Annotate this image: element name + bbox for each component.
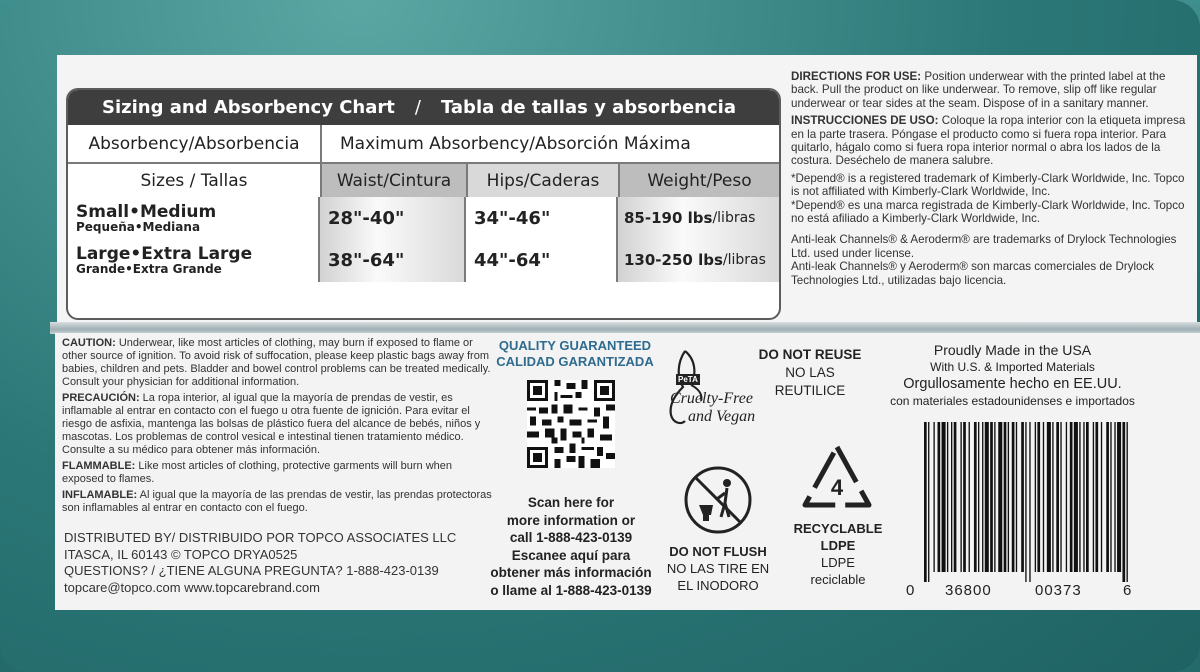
barcode-bar [928, 422, 929, 582]
waist-cell: 28"-40" [328, 207, 405, 229]
barcode-bar [1101, 422, 1102, 572]
distributor-web: topcare@topco.com www.topcarebrand.com [64, 579, 320, 595]
caution-es [62, 392, 492, 457]
barcode-bar [974, 422, 977, 572]
peta-line1: Cruelty-Free [670, 390, 753, 407]
weight-value: 130-250 lbs [624, 251, 723, 269]
flammable-head: FLAMMABLE: [62, 460, 136, 472]
made-line1: Proudly Made in the USA [933, 342, 1092, 358]
chart-title-es: Tabla de tallas y absorbencia [440, 97, 736, 118]
barcode-bar [1043, 422, 1044, 572]
trademark-es: *Depend® es una marca registrada de Kimberly-Clark Worldwide, Inc. Topco no está afiliado a Kimberly-Clark Worldwide, Inc. [791, 198, 1185, 226]
made-line4: con materiales estadounidenses e importados [890, 394, 1135, 408]
barcode-bar [998, 422, 1002, 572]
scan-line: o llame al 1-888-423-0139 [490, 582, 652, 598]
barcode-bar [1056, 422, 1059, 572]
barcode-bar [1052, 422, 1053, 572]
waist-column [320, 197, 466, 282]
weight-unit: /libras [722, 252, 766, 268]
barcode-bar [1074, 422, 1078, 572]
chart-data-rows [68, 197, 779, 282]
barcode-bar [954, 422, 957, 572]
barcode-bar [1093, 422, 1094, 572]
barcode-bar [982, 422, 983, 572]
flush-es1: NO LAS TIRE EN [666, 561, 770, 576]
barcode-bar [960, 422, 961, 572]
directions-es-head: INSTRUCCIONES DE USO: [791, 114, 939, 128]
scan-line: more information or [506, 512, 636, 528]
barcode-bar [1095, 422, 1098, 572]
barcode-bar [1114, 422, 1115, 572]
barcode-bar [1004, 422, 1007, 572]
barcode-bar [1117, 422, 1121, 572]
directions-en-head: DIRECTIONS FOR USE: [791, 70, 922, 83]
barcode-bar [1060, 422, 1061, 572]
barcode-bar [1127, 422, 1128, 582]
barcode-bar [942, 422, 946, 572]
barcode-bar [1066, 422, 1067, 572]
reuse-es: NO LAS REUTILICE [774, 365, 846, 398]
scan-line: call 1-888-423-0139 [509, 530, 633, 545]
peta-line2: and Vegan [688, 408, 756, 425]
scan-line: obtener más información [490, 565, 652, 580]
caution-body: Underwear, like most articles of clothing, may burn if exposed to flame or other source of ignition. To avoid risk of suffocation, please keep plastic bags away from babies, children and pets. Bladder and bowel control problems can be treated medically. Consult your physician for additional information. [62, 337, 491, 388]
directions-es [791, 114, 1186, 168]
trademark2-en: Anti-leak Channels® & Aeroderm® are trademarks of Drylock Technologies Ltd. used under license. [791, 233, 1177, 260]
flammable-en [62, 460, 492, 486]
max-absorbency-label: Maximum Absorbency/Absorción Máxima [340, 133, 691, 154]
hips-header: Hips/Caderas [468, 164, 620, 197]
quality-es: CALIDAD GARANTIZADA [496, 354, 654, 369]
do-not-reuse [755, 346, 865, 400]
inflamable-head: INFLAMABLE: [62, 489, 138, 501]
barcode-bar [994, 422, 995, 572]
barcode-bar [990, 422, 993, 572]
chart-title-separator: / [414, 97, 421, 118]
caution-text [62, 337, 492, 518]
flammable-body: Like most articles of clothing, protective garments will burn when exposed to flames. [62, 460, 453, 485]
size-name: Large•Extra Large [76, 243, 253, 264]
flush-es2: EL INODORO [677, 578, 759, 593]
barcode-bar [1079, 422, 1080, 572]
barcode-bar [1029, 422, 1030, 582]
recycle-icon [797, 443, 877, 515]
directions-es-body: Coloque la ropa interior con la etiqueta impresa en la parte trasera. Póngase el producto como si fuera ropa interior. Para quitarlo, hágalo como si fuera ropa interior normal o abra los lados de la costura. Deséchelo de manera salubre. [791, 114, 1186, 168]
recyclable-ldpe [780, 520, 896, 588]
made-line3: Orgullosamente hecho en EE.UU. [903, 376, 1122, 392]
waist-cell: 38"-64" [328, 249, 405, 271]
qr-code-icon [527, 380, 615, 468]
barcode-bar [1008, 422, 1009, 572]
distributor-line: ITASCA, IL 60143 © TOPCO DRYA0525 [64, 546, 298, 562]
sizing-chart [66, 88, 781, 320]
barcode-bar [1047, 422, 1051, 572]
barcode-bar [1025, 422, 1026, 582]
made-line2: With U.S. & Imported Materials [930, 360, 1095, 374]
barcode-digit-left: 0 [906, 582, 916, 599]
recycle-line3: LDPE [821, 555, 855, 570]
weight-unit: /libras [712, 210, 756, 226]
barcode-digits-group1: 36800 [945, 582, 992, 599]
barcode-bar [938, 422, 941, 572]
made-in-usa [885, 342, 1140, 410]
barcode-bar [1110, 422, 1111, 572]
barcode-bar [1086, 422, 1089, 572]
hips-cell: 44"-64" [474, 249, 551, 271]
directions-en-body: Position underwear with the printed label at the back. Pull the product on like underwear. To remove, slip off like regular underwear or tear sides at the seam. Dispose of in a sanitary manner. [791, 70, 1166, 110]
barcode-icon [922, 422, 1132, 582]
absorbency-label: Absorbency/Absorbencia [68, 125, 322, 162]
no-flush-icon [683, 465, 753, 535]
cruelty-free-text [670, 390, 755, 426]
sizes-column [68, 197, 320, 282]
trademark-en: *Depend® is a registered trademark of Kimberly-Clark Worldwide, Inc. Topco is not affiliated with Kimberly-Clark Worldwide, Inc. [791, 171, 1185, 199]
barcode-bar [1122, 422, 1125, 582]
weight-cell [618, 197, 779, 239]
barcode-bar [924, 422, 927, 582]
caution-en [62, 337, 492, 389]
directions-en [791, 70, 1186, 110]
recycle-number: 4 [830, 475, 844, 500]
barcode-digits-group2: 00373 [1035, 582, 1082, 599]
flush-en: DO NOT FLUSH [669, 544, 767, 559]
precaucion-head: PRECAUCIÓN: [62, 392, 140, 404]
directions-text [791, 70, 1186, 291]
barcode-bar [933, 422, 934, 572]
barcode-bar [1012, 422, 1015, 572]
size-cell [76, 239, 318, 281]
size-name-es: Grande•Extra Grande [76, 261, 222, 276]
chart-title [68, 90, 779, 125]
quality-guaranteed [490, 338, 660, 370]
barcode-bar [947, 422, 948, 572]
recycle-line2: LDPE [820, 538, 856, 553]
scan-line: Scan here for [527, 495, 615, 510]
barcode-bar [1037, 422, 1040, 572]
weight-header: Weight/Peso [620, 164, 779, 197]
barcode-bar [963, 422, 966, 572]
barcode-bar [1070, 422, 1073, 572]
size-cell [76, 197, 318, 239]
peta-badge: PeTA [678, 375, 698, 384]
quality-en: QUALITY GUARANTEED [498, 338, 652, 353]
weight-column [618, 197, 779, 282]
distributor-line: DISTRIBUTED BY/ DISTRIBUIDO POR TOPCO ASSOCIATES LLC [64, 530, 457, 545]
scan-line: Escanee aquí para [511, 547, 631, 563]
do-not-flush [660, 543, 776, 594]
barcode-bar [1016, 422, 1017, 572]
caution-head: CAUTION: [62, 337, 116, 349]
chart-column-headers [68, 164, 779, 197]
barcode-bar [978, 422, 979, 572]
chart-title-en: Sizing and Absorbency Chart [102, 97, 395, 118]
reuse-en: DO NOT REUSE [758, 347, 862, 362]
hips-column [466, 197, 618, 282]
barcode-bar [1035, 422, 1036, 572]
inflamable-body: Al igual que la mayoría de las prendas de vestir, las prendas protectoras son inflamables al entrar en contacto con el fuego. [62, 489, 492, 514]
chart-header-row [68, 125, 779, 164]
waist-header: Waist/Cintura [322, 164, 468, 197]
size-name-es: Pequeña•Mediana [76, 219, 201, 234]
barcode-bar [1021, 422, 1024, 572]
weight-value: 85-190 lbs [624, 209, 713, 227]
barcode-bar [1083, 422, 1084, 572]
distributor-phone: QUESTIONS? / ¿TIENE ALGUNA PREGUNTA? 1-888-423-0139 [64, 563, 439, 578]
precaucion-body: La ropa interior, al igual que la mayoría de prendas de vestir, es inflamable al entrar en contacto con el fuego u otra fuente de ignición. Para evitar el riesgo de asfixia, mantenga las bolsas de plástico fuera del alcance de bebés, niños y mascotas. Los problemas de control vesical e intestinal tienen tratamiento médico. Consulte a su médico para obtener más información. [62, 392, 481, 456]
barcode-bar [1106, 422, 1109, 572]
recycle-line4: reciclable [810, 572, 866, 587]
flammable-es [62, 489, 492, 515]
size-name: Small•Medium [76, 201, 217, 222]
distributor-info [64, 530, 456, 596]
barcode-bar [985, 422, 989, 572]
sizes-header: Sizes / Tallas [68, 164, 322, 197]
hips-cell: 34"-46" [474, 207, 551, 229]
trademark2-es: Anti-leak Channels® y Aeroderm® son marcas comerciales de Drylock Technologies Ltd., utilizadas bajo licencia. [791, 260, 1155, 287]
scan-info [482, 494, 660, 599]
recycle-line1: RECYCLABLE [793, 521, 883, 536]
barcode-digit-right: 6 [1123, 582, 1133, 599]
barcode-bar [969, 422, 970, 572]
barcode-bar [951, 422, 952, 572]
weight-cell [618, 239, 779, 281]
